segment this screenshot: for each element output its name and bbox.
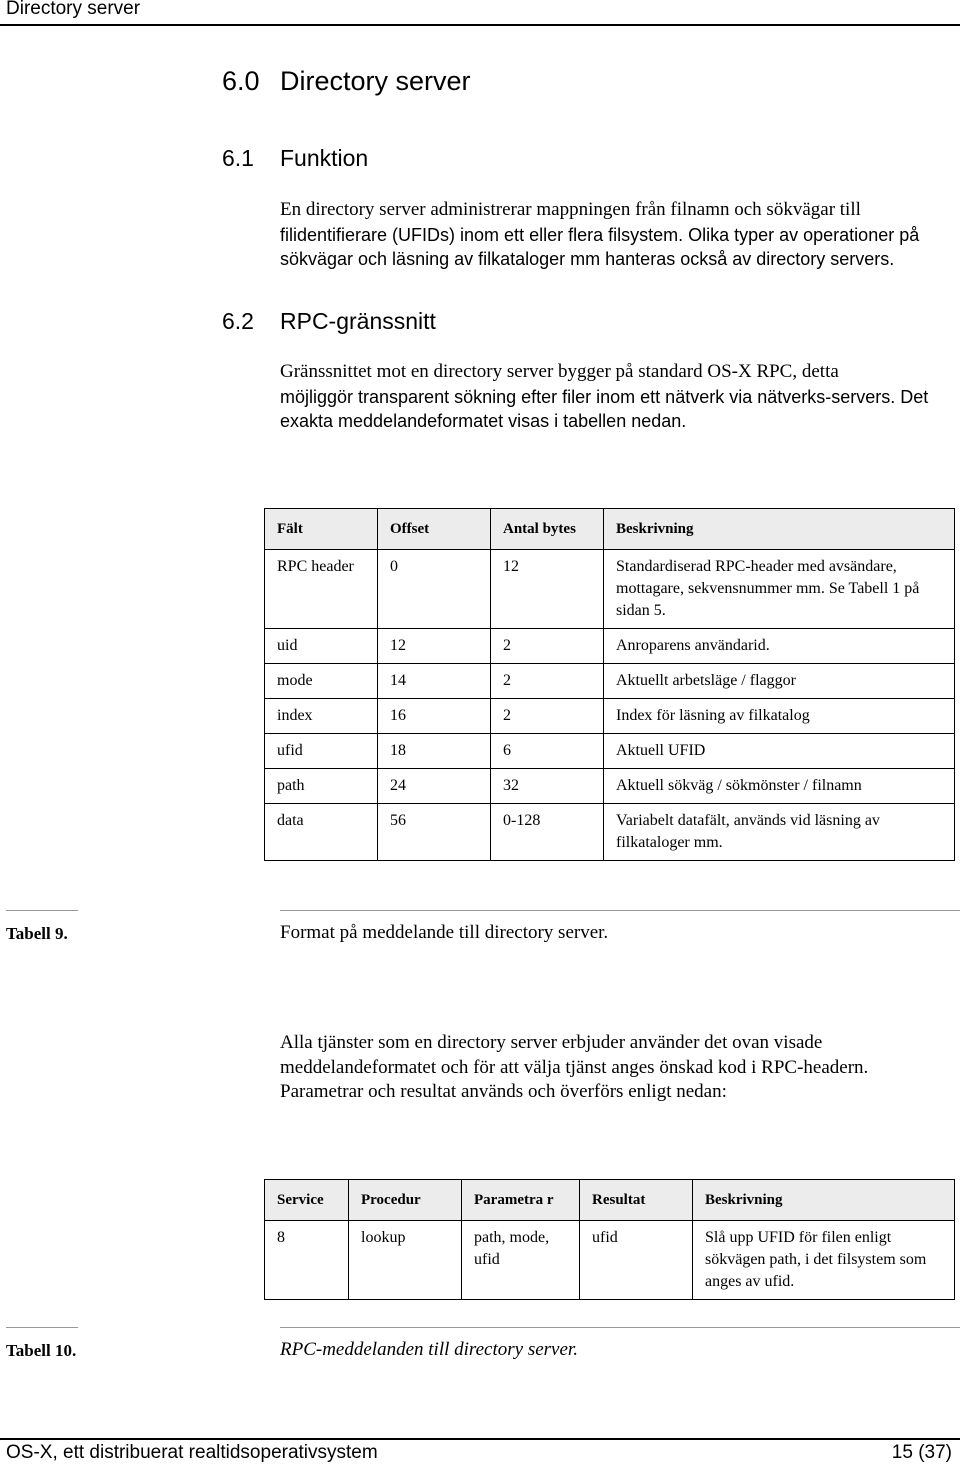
- table-cell: 32: [491, 769, 604, 804]
- paragraph-line: Alla tjänster som en directory server erbjuder använder det ovan visade: [280, 1032, 823, 1053]
- subsection-title: RPC-gränssnitt: [280, 308, 436, 334]
- table-cell: Anroparens användarid.: [604, 629, 955, 664]
- section-number: 6.0: [222, 66, 260, 96]
- section-title: Directory server: [280, 66, 471, 96]
- subsection-number: 6.2: [222, 308, 254, 334]
- paragraph-line: exakta meddelandeformatet visas i tabellen nedan.: [280, 411, 687, 431]
- table-header-row: [265, 509, 955, 550]
- section-heading: [222, 66, 471, 97]
- table-cell: 12: [378, 629, 491, 664]
- table10-caption-text: RPC-meddelanden till directory server.: [280, 1339, 578, 1360]
- table-cell: 2: [491, 664, 604, 699]
- column-header: Beskrivning: [604, 509, 955, 550]
- table-cell: 56: [378, 804, 491, 861]
- column-header: Antal bytes: [491, 509, 604, 550]
- subsection-heading-funktion: [222, 145, 368, 172]
- paragraph-line: Gränssnittet mot en directory server bygger på standard OS-X RPC, detta: [280, 361, 839, 382]
- table-cell: data: [265, 804, 378, 861]
- column-header: Beskrivning: [693, 1180, 955, 1221]
- table-cell: 8: [265, 1221, 349, 1300]
- table-row: [265, 629, 955, 664]
- table-cell: Index för läsning av filkatalog: [604, 699, 955, 734]
- table-cell: ufid: [265, 734, 378, 769]
- table-cell: 16: [378, 699, 491, 734]
- table-cell: 14: [378, 664, 491, 699]
- footer-rule: [0, 1438, 960, 1440]
- table-cell: 6: [491, 734, 604, 769]
- table-cell: 2: [491, 629, 604, 664]
- table-header-row: [265, 1180, 955, 1221]
- table-cell: Aktuell sökväg / sökmönster / filnamn: [604, 769, 955, 804]
- rpc-messages-table: [264, 1179, 955, 1300]
- table-cell: 12: [491, 550, 604, 629]
- table-cell: lookup: [349, 1221, 462, 1300]
- table-cell: ufid: [580, 1221, 693, 1300]
- column-header: Procedur: [349, 1180, 462, 1221]
- table-row: [265, 664, 955, 699]
- paragraph-line: möjliggör transparent sökning efter filer inom ett nätverk via nätverks-servers. Det: [280, 386, 929, 407]
- footer-document-title: OS-X, ett distribuerat realtidsoperativsystem: [6, 1442, 378, 1463]
- table-cell: Slå upp UFID för filen enligt sökvägen path, i det filsystem som anges av ufid.: [693, 1221, 955, 1300]
- table-cell: 0: [378, 550, 491, 629]
- table-row: [265, 734, 955, 769]
- table-row: [265, 804, 955, 861]
- paragraph-line: Parametrar och resultat används och överförs enligt nedan:: [280, 1081, 727, 1102]
- table-cell: 24: [378, 769, 491, 804]
- table-cell: Variabelt datafält, används vid läsning av filkataloger mm.: [604, 804, 955, 861]
- table-row: [265, 699, 955, 734]
- table-cell: Aktuell UFID: [604, 734, 955, 769]
- table9-caption-text: Format på meddelande till directory server.: [280, 922, 609, 943]
- table-cell: path: [265, 769, 378, 804]
- table10-caption-label: Tabell 10.: [6, 1341, 77, 1360]
- table-cell: 0-128: [491, 804, 604, 861]
- subsection-title: Funktion: [280, 145, 369, 171]
- table-row: [265, 1221, 955, 1300]
- paragraph-line: meddelandeformatet och för att välja tjänst anges önskad kod i RPC-headern.: [280, 1056, 869, 1078]
- caption-rule-left: [6, 910, 78, 911]
- column-header: Parametra r: [462, 1180, 580, 1221]
- footer-page-number: 15 (37): [891, 1442, 952, 1463]
- table-cell: index: [265, 699, 378, 734]
- table-cell: 2: [491, 699, 604, 734]
- table-cell: Standardiserad RPC-header med avsändare, mottagare, sekvensnummer mm. Se Tabell 1 på sidan 5.: [604, 550, 955, 629]
- funktion-paragraph: [280, 198, 956, 272]
- table-row: [265, 550, 955, 629]
- caption-rule-right: [280, 1327, 960, 1328]
- table-cell: path, mode, ufid: [462, 1221, 580, 1300]
- table9-caption-label: Tabell 9.: [6, 924, 68, 943]
- paragraph-line: sökvägar och läsning av filkataloger mm hanteras också av directory servers.: [280, 249, 895, 269]
- paragraph-line: En directory server administrerar mappningen från filnamn och sökvägar till: [280, 199, 861, 220]
- table-cell: RPC header: [265, 550, 378, 629]
- table-cell: uid: [265, 629, 378, 664]
- subsection-number: 6.1: [222, 145, 254, 171]
- running-header: Directory server: [0, 0, 960, 26]
- table-row: [265, 769, 955, 804]
- caption-rule-right: [280, 910, 960, 911]
- caption-rule-left: [6, 1327, 78, 1328]
- message-format-table: [264, 508, 955, 861]
- services-paragraph: [280, 1031, 956, 1105]
- column-header: Offset: [378, 509, 491, 550]
- column-header: Service: [265, 1180, 349, 1221]
- column-header: Fält: [265, 509, 378, 550]
- rpc-paragraph: [280, 360, 956, 434]
- table-cell: mode: [265, 664, 378, 699]
- table-cell: 18: [378, 734, 491, 769]
- subsection-heading-rpc: [222, 308, 436, 335]
- column-header: Resultat: [580, 1180, 693, 1221]
- paragraph-line: filidentifierare (UFIDs) inom ett eller flera filsystem. Olika typer av operationer på: [280, 224, 920, 245]
- table-cell: Aktuellt arbetsläge / flaggor: [604, 664, 955, 699]
